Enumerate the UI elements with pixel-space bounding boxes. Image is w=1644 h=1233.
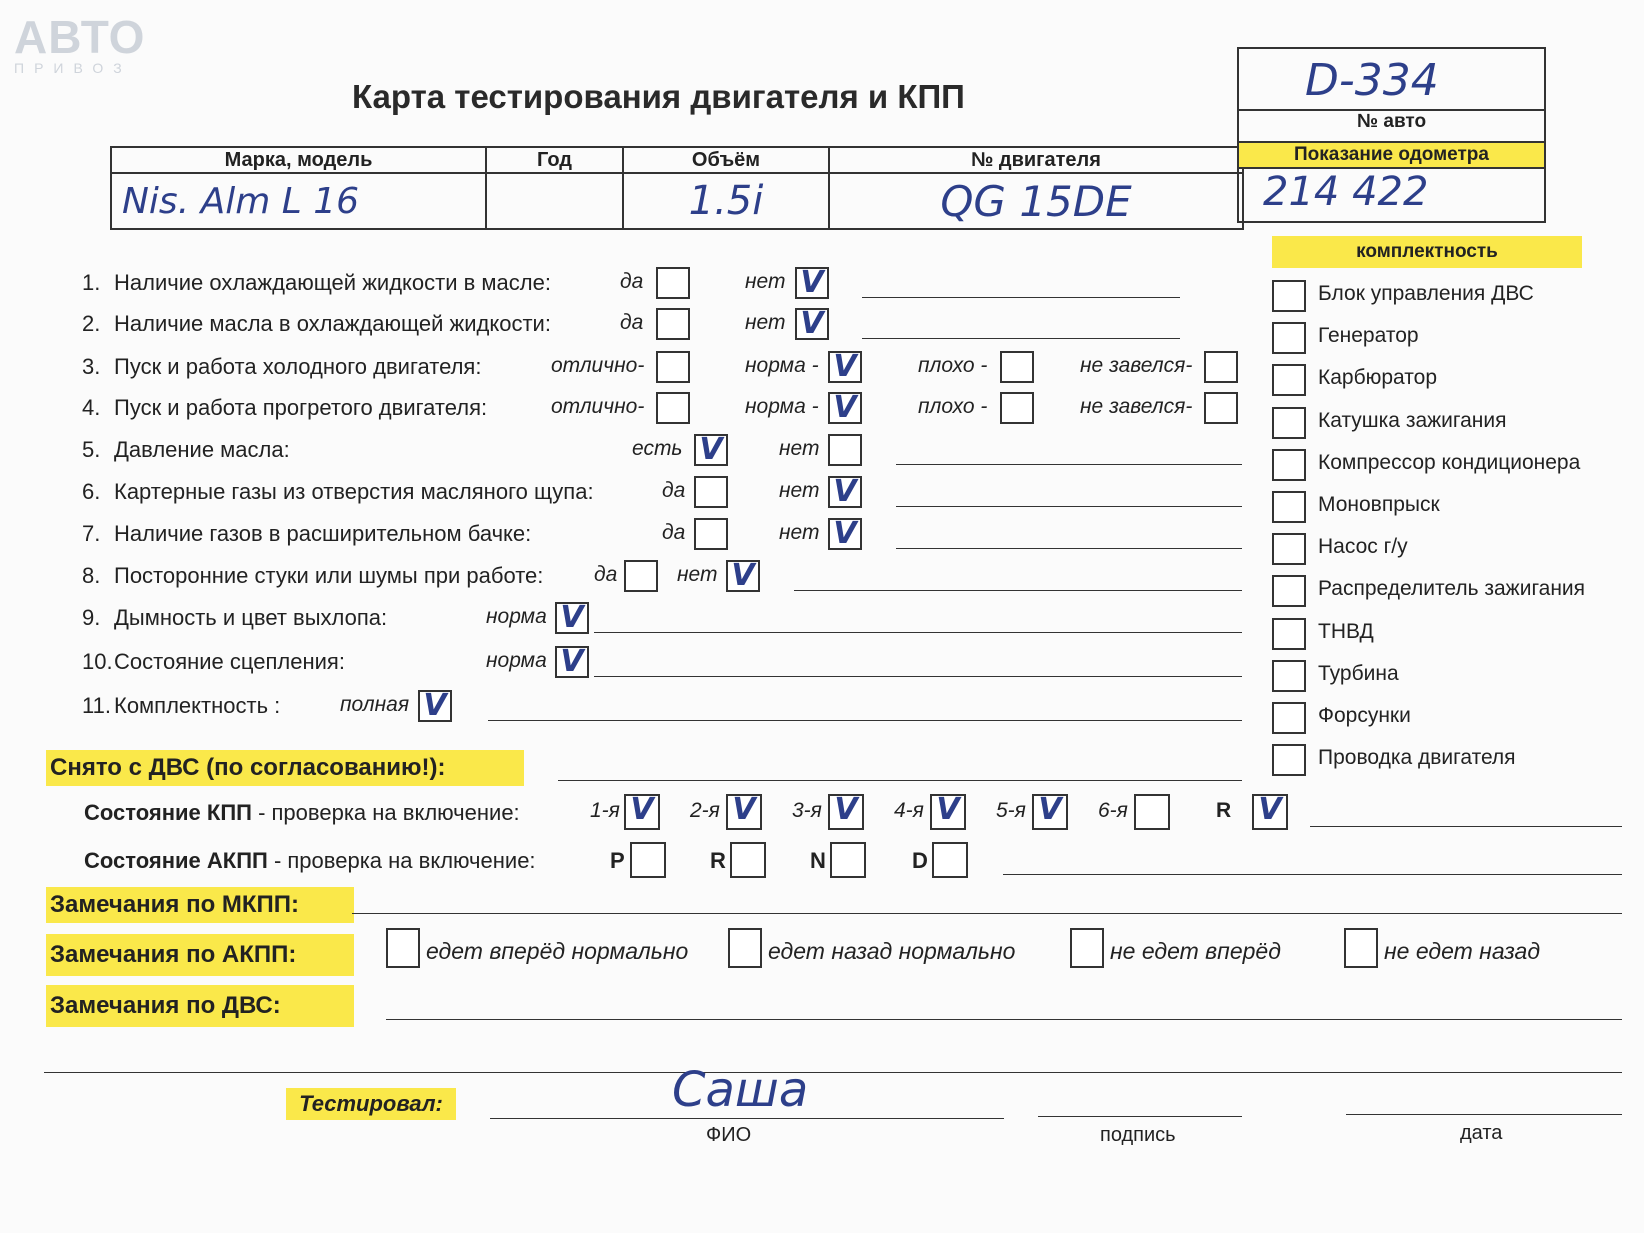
model-label: Марка, модель bbox=[111, 147, 486, 173]
engine-number-value[interactable]: QG 15DE bbox=[940, 176, 1132, 226]
akpp-mode-checkbox-3[interactable] bbox=[830, 842, 866, 878]
check-2-checkbox-1[interactable] bbox=[656, 308, 690, 340]
volume-value[interactable]: 1.5i bbox=[688, 178, 764, 224]
kit-item-label-8: Распределитель зажигания bbox=[1318, 577, 1586, 601]
kit-checkbox-9[interactable] bbox=[1272, 618, 1306, 650]
check-number: 5. bbox=[82, 437, 101, 462]
check-4-option-o1: отлично- bbox=[551, 395, 645, 418]
check-question-5 bbox=[82, 437, 290, 463]
kit-checkbox-3[interactable] bbox=[1272, 364, 1306, 396]
signature-caption: подпись bbox=[1100, 1124, 1176, 1146]
check-6-checkbox-1[interactable] bbox=[694, 476, 728, 508]
kit-item-label-12: Проводка двигателя bbox=[1318, 746, 1516, 770]
akpp-remark-checkbox-2[interactable] bbox=[728, 928, 762, 968]
year-label: Год bbox=[486, 147, 623, 173]
kit-checkbox-11[interactable] bbox=[1272, 702, 1306, 734]
check-number: 7. bbox=[82, 521, 101, 546]
check-question-11 bbox=[82, 693, 280, 719]
check-11-checkbox-1[interactable]: V bbox=[418, 690, 452, 722]
gear-label-6: 6-я bbox=[1098, 799, 1128, 822]
akpp-label-bold: Состояние АКПП bbox=[84, 848, 268, 873]
akpp-label-rest: - проверка на включение: bbox=[267, 848, 536, 873]
gear-label-3: 3-я bbox=[792, 799, 822, 822]
check-10-checkbox-1[interactable]: V bbox=[555, 646, 589, 678]
akpp-mode-checkbox-1[interactable] bbox=[630, 842, 666, 878]
kit-checkbox-8[interactable] bbox=[1272, 575, 1306, 607]
volume-label: Объём bbox=[623, 147, 829, 173]
model-value[interactable]: Nis. Alm L 16 bbox=[122, 180, 360, 222]
check-4-option-o4: не завелся- bbox=[1080, 395, 1193, 418]
check-5-option-o2: нет bbox=[779, 437, 820, 460]
check-3-checkbox-1[interactable] bbox=[656, 351, 690, 383]
check-text: Картерные газы из отверстия масляного щупа: bbox=[114, 479, 594, 504]
check-9-option-o1: норма bbox=[486, 605, 547, 628]
check-3-option-o3: плохо - bbox=[918, 354, 988, 377]
check-number: 4. bbox=[82, 395, 101, 420]
check-4-checkbox-4[interactable] bbox=[1204, 392, 1238, 424]
check-1-checkbox-2[interactable]: V bbox=[795, 267, 829, 299]
tested-by-label: Тестировал: bbox=[286, 1088, 456, 1120]
check-number: 8. bbox=[82, 563, 101, 588]
check-1-checkbox-1[interactable] bbox=[656, 267, 690, 299]
remarks-mkpp-label: Замечания по МКПП: bbox=[46, 887, 354, 923]
avto-privoz-logo bbox=[14, 11, 146, 90]
gear-checkbox-4[interactable]: V bbox=[930, 794, 966, 830]
gear-checkbox-3[interactable]: V bbox=[828, 794, 864, 830]
akpp-remark-option-2: едет назад нормально bbox=[768, 938, 1016, 964]
kit-item-label-9: ТНВД bbox=[1318, 619, 1374, 643]
check-question-6 bbox=[82, 479, 594, 505]
kit-title: комплектность bbox=[1272, 236, 1582, 268]
kit-item-label-2: Генератор bbox=[1318, 324, 1419, 348]
akpp-remark-option-3: не едет вперёд bbox=[1110, 938, 1281, 964]
tester-name-value[interactable]: Саша bbox=[672, 1062, 809, 1118]
gear-checkbox-2[interactable]: V bbox=[726, 794, 762, 830]
check-question-8 bbox=[82, 563, 543, 589]
check-text: Давление масла: bbox=[114, 437, 290, 462]
check-4-checkbox-1[interactable] bbox=[656, 392, 690, 424]
kpp-label-rest: - проверка на включение: bbox=[251, 800, 520, 825]
check-3-checkbox-2[interactable]: V bbox=[828, 351, 862, 383]
check-text: Наличие масла в охлаждающей жидкости: bbox=[114, 311, 551, 336]
check-2-checkbox-2[interactable]: V bbox=[795, 308, 829, 340]
check-5-option-o1: есть bbox=[632, 437, 683, 460]
gear-checkbox-6[interactable] bbox=[1134, 794, 1170, 830]
auto-number-box bbox=[1237, 47, 1546, 223]
check-7-checkbox-1[interactable] bbox=[694, 518, 728, 550]
check-text: Пуск и работа холодного двигателя: bbox=[114, 354, 482, 379]
check-2-option-o2: нет bbox=[745, 311, 786, 334]
check-number: 11. bbox=[82, 693, 111, 718]
date-caption: дата bbox=[1460, 1122, 1503, 1144]
akpp-remark-checkbox-4[interactable] bbox=[1344, 928, 1378, 968]
check-8-option-o2: нет bbox=[677, 563, 718, 586]
kit-item-label-4: Катушка зажигания bbox=[1318, 408, 1507, 432]
kit-checkbox-6[interactable] bbox=[1272, 491, 1306, 523]
kit-item-label-3: Карбюратор bbox=[1318, 366, 1438, 390]
check-2-option-o1: да bbox=[620, 311, 644, 334]
check-3-option-o2: норма - bbox=[745, 354, 819, 377]
check-3-checkbox-4[interactable] bbox=[1204, 351, 1238, 383]
akpp-remark-checkbox-1[interactable] bbox=[386, 928, 420, 968]
check-5-checkbox-2[interactable] bbox=[828, 434, 862, 466]
check-number: 3. bbox=[82, 354, 101, 379]
check-3-option-o4: не завелся- bbox=[1080, 354, 1193, 377]
check-number: 9. bbox=[82, 605, 101, 630]
auto-number-label: № авто bbox=[1356, 111, 1427, 132]
check-1-option-o1: да bbox=[620, 270, 644, 293]
check-text: Состояние сцепления: bbox=[114, 649, 345, 674]
kpp-label-bold: Состояние КПП bbox=[84, 800, 252, 825]
akpp-mode-label-4: D bbox=[912, 848, 928, 873]
akpp-mode-checkbox-2[interactable] bbox=[730, 842, 766, 878]
auto-number-value[interactable]: D-334 bbox=[1305, 55, 1439, 106]
kit-checkbox-7[interactable] bbox=[1272, 533, 1306, 565]
kit-checkbox-2[interactable] bbox=[1272, 322, 1306, 354]
kit-checkbox-1[interactable] bbox=[1272, 280, 1306, 312]
check-5-checkbox-1[interactable]: V bbox=[694, 434, 728, 466]
gear-checkbox-1[interactable]: V bbox=[624, 794, 660, 830]
kit-item-label-11: Форсунки bbox=[1318, 704, 1411, 727]
akpp-mode-label-1: P bbox=[610, 848, 625, 873]
check-11-option-o1: полная bbox=[340, 693, 410, 716]
check-8-option-o1: да bbox=[594, 563, 618, 586]
check-4-option-o2: норма - bbox=[745, 395, 819, 418]
check-question-3 bbox=[82, 354, 481, 380]
check-text: Наличие охлаждающей жидкости в масле: bbox=[114, 270, 551, 295]
akpp-mode-checkbox-4[interactable] bbox=[932, 842, 968, 878]
check-6-checkbox-2[interactable]: V bbox=[828, 476, 862, 508]
check-3-option-o1: отлично- bbox=[551, 354, 645, 377]
check-question-2 bbox=[82, 311, 551, 337]
akpp-label bbox=[84, 848, 536, 874]
check-text: Пуск и работа прогретого двигателя: bbox=[114, 395, 488, 420]
check-8-checkbox-1[interactable] bbox=[624, 560, 658, 592]
removed-label: Снято с ДВС (по согласованию!): bbox=[46, 750, 524, 786]
check-number: 2. bbox=[82, 311, 101, 336]
akpp-remark-option-4: не едет назад bbox=[1384, 938, 1541, 964]
check-text: Дымность и цвет выхлопа: bbox=[114, 605, 388, 630]
check-6-option-o1: да bbox=[662, 479, 686, 502]
check-number: 1. bbox=[82, 270, 101, 295]
check-8-checkbox-2[interactable]: V bbox=[726, 560, 760, 592]
kit-checkbox-10[interactable] bbox=[1272, 660, 1306, 692]
remarks-dvs-label: Замечания по ДВС: bbox=[46, 985, 354, 1027]
check-3-checkbox-3[interactable] bbox=[1000, 351, 1034, 383]
check-7-option-o2: нет bbox=[779, 521, 820, 544]
check-text: Наличие газов в расширительном бачке: bbox=[114, 521, 532, 546]
fio-caption: ФИО bbox=[706, 1124, 752, 1146]
gear-checkbox-5[interactable]: V bbox=[1032, 794, 1068, 830]
check-10-option-o1: норма bbox=[486, 649, 547, 672]
vehicle-header-table bbox=[110, 146, 1244, 230]
gear-checkbox-7[interactable]: V bbox=[1252, 794, 1288, 830]
page-title: Карта тестирования двигателя и КПП bbox=[352, 78, 965, 115]
check-question-9 bbox=[82, 605, 387, 631]
check-question-10 bbox=[82, 649, 345, 675]
akpp-mode-label-3: N bbox=[810, 848, 826, 873]
engine-number-label: № двигателя bbox=[829, 147, 1243, 173]
check-text: Посторонние стуки или шумы при работе: bbox=[114, 563, 544, 588]
logo-small-text: ПРИВОЗ bbox=[14, 60, 132, 76]
check-number: 10. bbox=[82, 649, 113, 674]
kit-item-label-1: Блок управления ДВС bbox=[1318, 282, 1534, 305]
check-6-option-o2: нет bbox=[779, 479, 820, 502]
odometer-label: Показание одометра bbox=[1239, 141, 1544, 169]
check-7-checkbox-2[interactable]: V bbox=[828, 518, 862, 550]
logo-big-text: АВТО bbox=[14, 11, 146, 63]
check-4-checkbox-3[interactable] bbox=[1000, 392, 1034, 424]
check-number: 6. bbox=[82, 479, 101, 504]
gear-label-4: 4-я bbox=[894, 799, 924, 822]
check-4-option-o3: плохо - bbox=[918, 395, 988, 418]
akpp-remark-checkbox-3[interactable] bbox=[1070, 928, 1104, 968]
check-7-option-o1: да bbox=[662, 521, 686, 544]
check-question-7 bbox=[82, 521, 531, 547]
remarks-akpp-label: Замечания по АКПП: bbox=[46, 934, 354, 976]
check-question-1 bbox=[82, 270, 551, 296]
kit-checkbox-5[interactable] bbox=[1272, 449, 1306, 481]
akpp-mode-label-2: R bbox=[710, 848, 726, 873]
gear-label-2: 2-я bbox=[690, 799, 720, 822]
gear-label-5: 5-я bbox=[996, 799, 1026, 822]
kit-checkbox-12[interactable] bbox=[1272, 744, 1306, 776]
odometer-value[interactable]: 214 422 bbox=[1263, 169, 1429, 215]
check-4-checkbox-2[interactable]: V bbox=[828, 392, 862, 424]
check-question-4 bbox=[82, 395, 487, 421]
check-1-option-o2: нет bbox=[745, 270, 786, 293]
akpp-remark-option-1: едет вперёд нормально bbox=[426, 938, 689, 964]
kpp-label bbox=[84, 800, 520, 826]
kit-item-label-6: Моновпрыск bbox=[1318, 493, 1440, 516]
kit-checkbox-4[interactable] bbox=[1272, 407, 1306, 439]
gear-label-1: 1-я bbox=[590, 799, 620, 822]
check-9-checkbox-1[interactable]: V bbox=[555, 602, 589, 634]
kit-item-label-7: Насос г/у bbox=[1318, 535, 1408, 559]
gear-label-7: R bbox=[1216, 799, 1232, 822]
kit-item-label-5: Компрессор кондиционера bbox=[1318, 450, 1581, 474]
kit-item-label-10: Турбина bbox=[1318, 661, 1399, 685]
check-text: Комплектность : bbox=[114, 693, 281, 718]
